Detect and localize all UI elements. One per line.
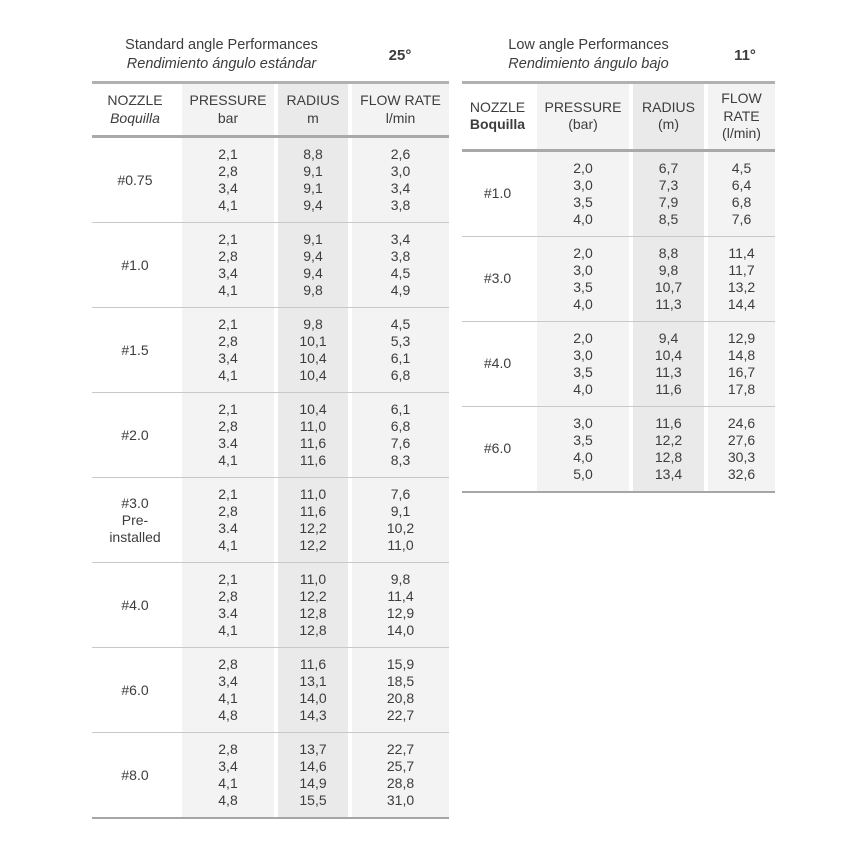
value: 5,0 (573, 465, 593, 482)
nozzle-group (92, 477, 449, 562)
value: 10,7 (654, 278, 683, 295)
value: 2,8 (218, 588, 238, 604)
value: 4,0 (573, 380, 593, 397)
value: 12,9 (727, 329, 756, 346)
nozzle-line: #2.0 (121, 426, 149, 443)
flow-rate-values (352, 478, 449, 562)
header-line: NOZZLE (469, 98, 526, 115)
value: 9,1 (303, 231, 323, 247)
value: 4,1 (218, 537, 238, 553)
value: 12,2 (299, 537, 327, 553)
value: 6,8 (731, 193, 752, 210)
nozzle-group (92, 562, 449, 647)
value: 2,0 (573, 329, 593, 346)
value: 9,1 (303, 163, 323, 179)
nozzle-line: Pre- (121, 511, 149, 528)
header-radius (278, 84, 348, 135)
value: 3,0 (573, 261, 593, 278)
header-line: m (307, 109, 319, 126)
value: 12,9 (386, 605, 415, 621)
value: 12,8 (654, 448, 683, 465)
value: 2,6 (390, 146, 411, 162)
pressure-values (537, 407, 629, 491)
nozzle-group (462, 152, 775, 236)
nozzle-label (92, 563, 178, 647)
radius-values (633, 152, 704, 236)
nozzle-line: #3.0 (121, 494, 149, 511)
low-table-title (462, 36, 715, 74)
value: 14,0 (299, 690, 327, 706)
nozzle-line: #1.5 (121, 341, 149, 358)
value: 7,6 (731, 210, 752, 227)
value: 11,4 (728, 244, 755, 261)
pressure-values (182, 223, 274, 307)
header-line: PRESSURE (189, 92, 267, 108)
value: 30,3 (727, 448, 756, 465)
value: 4,5 (390, 316, 411, 332)
value: 8,8 (303, 146, 323, 162)
standard-angle-table (92, 36, 449, 819)
value: 8,8 (658, 244, 679, 261)
value: 11,0 (387, 537, 414, 553)
radius-values (278, 138, 348, 222)
value: 7,6 (390, 435, 411, 451)
value: 2,8 (218, 248, 238, 264)
value: 2,1 (218, 401, 238, 417)
value: 2,1 (218, 231, 238, 247)
value: 4,8 (218, 792, 238, 808)
value: 14,6 (299, 758, 327, 774)
value: 11,6 (299, 435, 327, 451)
pressure-values (182, 308, 274, 392)
flow-rate-values (352, 308, 449, 392)
value: 6,8 (390, 418, 411, 434)
header-line: RATE (723, 107, 760, 124)
radius-values (278, 478, 348, 562)
value: 10,4 (654, 346, 683, 363)
value: 10,2 (386, 520, 415, 536)
value: 3,4 (218, 265, 238, 281)
pressure-values (182, 648, 274, 732)
value: 11,6 (299, 452, 327, 468)
header-line: PRESSURE (544, 98, 622, 115)
value: 10,1 (299, 333, 327, 349)
nozzle-group (92, 647, 449, 732)
value: 15,9 (386, 656, 415, 672)
value: 14,8 (727, 346, 756, 363)
nozzle-line: #6.0 (483, 440, 512, 456)
value: 12,2 (299, 520, 327, 536)
low-table-title-row (462, 36, 775, 81)
value: 3.4 (218, 605, 238, 621)
value: 4,8 (218, 707, 238, 723)
title-spanish: Rendimiento ángulo bajo (508, 56, 669, 72)
header-flow-rate (352, 84, 449, 135)
value: 9,4 (303, 197, 323, 213)
value: 3,5 (573, 278, 593, 295)
value: 3,4 (390, 180, 411, 196)
pressure-values (182, 733, 274, 817)
value: 2,0 (573, 244, 593, 261)
standard-table-body (92, 138, 449, 819)
value: 9,4 (658, 329, 679, 346)
header-line: RADIUS (642, 98, 695, 115)
nozzle-label (92, 308, 178, 392)
header-pressure (537, 84, 629, 149)
value: 4,1 (218, 282, 238, 298)
low-table-header (462, 81, 775, 152)
value: 2,1 (218, 486, 238, 502)
value: 7,9 (658, 193, 679, 210)
value: 11,0 (299, 486, 327, 502)
value: 4,5 (390, 265, 411, 281)
nozzle-line: #8.0 (121, 766, 149, 783)
nozzle-label (462, 322, 533, 406)
nozzle-label (92, 648, 178, 732)
nozzle-group (462, 406, 775, 491)
header-line: Boquilla (469, 116, 526, 133)
flow-rate-values (708, 152, 775, 236)
flow-rate-values (708, 407, 775, 491)
value: 9,1 (303, 180, 323, 196)
value: 3,4 (218, 673, 238, 689)
value: 6,4 (731, 176, 752, 193)
title-english: Standard angle Performances (125, 37, 318, 53)
value: 3,4 (218, 758, 238, 774)
value: 11,3 (655, 295, 682, 312)
value: 4,9 (390, 282, 411, 298)
value: 4,0 (573, 295, 593, 312)
nozzle-line: #1.0 (483, 185, 512, 201)
value: 6,7 (658, 159, 679, 176)
value: 9,8 (658, 261, 679, 278)
value: 6,8 (390, 367, 411, 383)
radius-values (278, 223, 348, 307)
value: 13,4 (654, 465, 683, 482)
header-line: FLOW RATE (360, 92, 441, 108)
value: 6,1 (390, 401, 411, 417)
nozzle-line: installed (109, 528, 161, 545)
value: 3,0 (573, 176, 593, 193)
value: 11,3 (655, 363, 682, 380)
value: 31,0 (386, 792, 415, 808)
value: 13,7 (299, 741, 327, 757)
header-line: l/min (385, 109, 416, 126)
pressure-values (182, 138, 274, 222)
value: 3,8 (390, 197, 411, 213)
value: 18,5 (386, 673, 415, 689)
value: 11,0 (299, 418, 327, 434)
nozzle-group (92, 732, 449, 817)
value: 12,8 (299, 605, 327, 621)
value: 3.4 (218, 520, 238, 536)
nozzle-line: #1.0 (121, 256, 149, 273)
value: 3.4 (218, 435, 238, 451)
value: 3,5 (573, 363, 593, 380)
header-line: Boquilla (110, 109, 160, 126)
value: 3,0 (573, 414, 593, 431)
pressure-values (537, 237, 629, 321)
value: 22,7 (386, 707, 415, 723)
nozzle-line: #6.0 (121, 681, 149, 698)
value: 11,0 (299, 571, 327, 587)
value: 32,6 (727, 465, 756, 482)
value: 4,1 (218, 452, 238, 468)
value: 9,4 (303, 265, 323, 281)
value: 16,7 (727, 363, 756, 380)
value: 7,3 (658, 176, 679, 193)
header-line: NOZZLE (107, 92, 163, 108)
flow-rate-values (352, 648, 449, 732)
header-nozzle (462, 84, 533, 149)
nozzle-line: #4.0 (121, 596, 149, 613)
pressure-values (537, 322, 629, 406)
nozzle-line: #0.75 (117, 171, 153, 188)
value: 7,6 (390, 486, 411, 502)
value: 4,1 (218, 197, 238, 213)
nozzle-label (92, 393, 178, 477)
value: 9,8 (303, 282, 323, 298)
header-line: bar (217, 109, 239, 126)
radius-values (278, 733, 348, 817)
value: 8,3 (390, 452, 411, 468)
nozzle-label (92, 733, 178, 817)
value: 4,1 (218, 690, 238, 706)
value: 9,8 (303, 316, 323, 332)
value: 3,0 (573, 346, 593, 363)
pressure-values (537, 152, 629, 236)
flow-rate-values (708, 322, 775, 406)
header-line: (bar) (568, 116, 598, 133)
value: 4,0 (573, 448, 593, 465)
value: 17,8 (727, 380, 756, 397)
value: 11,6 (655, 380, 682, 397)
pressure-values (182, 478, 274, 562)
nozzle-label (462, 237, 533, 321)
value: 11,6 (299, 656, 327, 672)
value: 13,1 (299, 673, 327, 689)
flow-rate-values (352, 733, 449, 817)
value: 9,4 (303, 248, 323, 264)
header-line: RADIUS (286, 92, 340, 108)
low-table-body (462, 152, 775, 493)
value: 2,8 (218, 656, 238, 672)
flow-rate-values (708, 237, 775, 321)
standard-table-header (92, 81, 449, 138)
nozzle-label (462, 407, 533, 491)
radius-values (278, 648, 348, 732)
value: 11,6 (299, 503, 327, 519)
nozzle-label (92, 223, 178, 307)
low-angle-table (462, 36, 775, 493)
nozzle-label (92, 478, 178, 562)
nozzle-group (462, 321, 775, 406)
value: 2,0 (573, 159, 593, 176)
nozzle-group (92, 138, 449, 222)
value: 27,6 (727, 431, 756, 448)
header-line: FLOW (721, 90, 762, 106)
header-line: (l/min) (722, 125, 761, 141)
value: 22,7 (386, 741, 415, 757)
flow-rate-values (352, 223, 449, 307)
value: 4,1 (218, 775, 238, 791)
nozzle-group (92, 222, 449, 307)
standard-table-title (92, 36, 351, 74)
radius-values (633, 237, 704, 321)
flow-rate-values (352, 563, 449, 647)
header-pressure (182, 84, 274, 135)
value: 6,1 (390, 350, 411, 366)
value: 11,7 (728, 261, 755, 278)
radius-values (633, 322, 704, 406)
value: 2,1 (218, 146, 238, 162)
value: 10,4 (299, 350, 327, 366)
angle-value: 11° (734, 46, 756, 64)
value: 3,5 (573, 193, 593, 210)
radius-values (633, 407, 704, 491)
value: 15,5 (299, 792, 327, 808)
value: 2,8 (218, 163, 238, 179)
value: 3,4 (218, 180, 238, 196)
value: 3,8 (390, 248, 411, 264)
nozzle-label (462, 152, 533, 236)
value: 12,2 (654, 431, 683, 448)
value: 12,2 (299, 588, 327, 604)
value: 14,4 (727, 295, 756, 312)
flow-rate-values (352, 393, 449, 477)
value: 3,0 (390, 163, 411, 179)
header-flow-rate (708, 84, 775, 149)
value: 2,1 (218, 571, 238, 587)
value: 12,8 (299, 622, 327, 638)
value: 24,6 (727, 414, 756, 431)
value: 10,4 (299, 401, 327, 417)
header-radius (633, 84, 704, 149)
value: 2,8 (218, 418, 238, 434)
title-english: Low angle Performances (508, 37, 669, 53)
value: 2,1 (218, 316, 238, 332)
value: 13,2 (727, 278, 756, 295)
value: 14,3 (299, 707, 327, 723)
value: 4,5 (731, 159, 752, 176)
value: 14,9 (299, 775, 327, 791)
nozzle-group (92, 392, 449, 477)
value: 9,8 (390, 571, 411, 587)
value: 4,1 (218, 622, 238, 638)
value: 2,8 (218, 741, 238, 757)
value: 20,8 (386, 690, 415, 706)
value: 8,5 (658, 210, 679, 227)
nozzle-group (92, 307, 449, 392)
nozzle-group (462, 236, 775, 321)
radius-values (278, 393, 348, 477)
value: 25,7 (386, 758, 415, 774)
nozzle-label (92, 138, 178, 222)
value: 4,1 (218, 367, 238, 383)
value: 4,0 (573, 210, 593, 227)
header-nozzle (92, 84, 178, 135)
pressure-values (182, 563, 274, 647)
value: 28,8 (386, 775, 415, 791)
title-spanish: Rendimiento ángulo estándar (126, 56, 317, 72)
nozzle-line: #4.0 (483, 355, 512, 371)
angle-value: 25° (388, 46, 412, 64)
value: 2,8 (218, 503, 238, 519)
value: 14,0 (386, 622, 415, 638)
value: 11,4 (387, 588, 414, 604)
radius-values (278, 308, 348, 392)
value: 10,4 (299, 367, 327, 383)
value: 2,8 (218, 333, 238, 349)
value: 9,1 (390, 503, 411, 519)
value: 3,4 (390, 231, 411, 247)
header-line: (m) (658, 116, 679, 133)
radius-values (278, 563, 348, 647)
value: 11,6 (655, 414, 682, 431)
value: 3,5 (573, 431, 593, 448)
flow-rate-values (352, 138, 449, 222)
standard-table-title-row (92, 36, 449, 81)
pressure-values (182, 393, 274, 477)
value: 3,4 (218, 350, 238, 366)
nozzle-line: #3.0 (483, 270, 512, 286)
value: 5,3 (390, 333, 411, 349)
